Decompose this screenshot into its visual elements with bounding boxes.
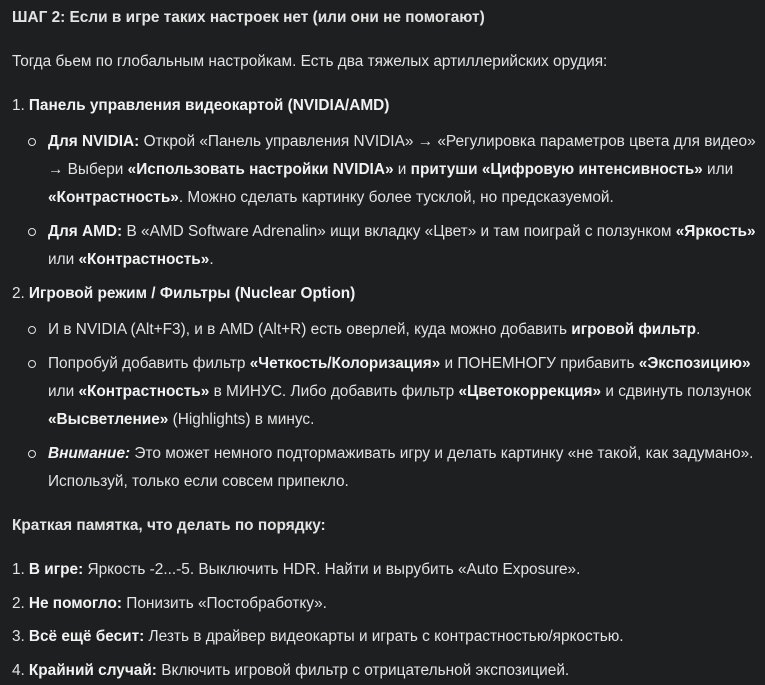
filter-bold-5: «Высветление» bbox=[48, 411, 169, 428]
list-item-warning bbox=[28, 440, 757, 496]
section-1-number: 1. bbox=[12, 97, 25, 114]
nvidia-bold-1: «Использовать настройки NVIDIA» bbox=[127, 161, 394, 178]
section-2-list bbox=[28, 316, 757, 496]
summary-item-label: Всё ещё бесит: bbox=[28, 628, 145, 645]
amd-bold-1: «Яркость» bbox=[675, 223, 756, 240]
summary-item-label: В игре: bbox=[28, 561, 84, 578]
section-2-heading bbox=[12, 280, 355, 308]
summary-item-text: Понизить «Постобработку». bbox=[122, 595, 327, 612]
list-item-nvidia bbox=[28, 128, 757, 212]
nvidia-text-2: и bbox=[393, 161, 411, 178]
section-1-title: Панель управления видеокартой (NVIDIA/AMD) bbox=[28, 97, 390, 114]
summary-item-number: 3. bbox=[12, 628, 25, 645]
filter-text-6: (Highlights) в минус. bbox=[168, 411, 315, 428]
overlay-text-1: И в NVIDIA (Alt+F3), и в AMD (Alt+R) есть оверлей, куда можно добавить bbox=[48, 321, 572, 338]
amd-text-2: или bbox=[48, 251, 79, 268]
section-2-title: Игровой режим / Фильтры (Nuclear Option) bbox=[28, 285, 356, 302]
list-item-amd bbox=[28, 218, 757, 274]
amd-text-3: . bbox=[209, 251, 214, 268]
filter-bold-1: «Четкость/Колоризация» bbox=[249, 355, 441, 372]
filter-text-5: и сдвинуть ползунок bbox=[601, 383, 752, 400]
filter-text-2: и ПОНЕМНОГУ прибавить bbox=[440, 355, 639, 372]
summary-heading: Краткая памятка, что делать по порядку: bbox=[12, 517, 326, 534]
filter-bold-2: «Экспозицию» bbox=[638, 355, 751, 372]
summary-item bbox=[12, 556, 580, 584]
summary-item-number: 2. bbox=[12, 595, 25, 612]
nvidia-bold-3: «Контрастность» bbox=[48, 189, 179, 206]
summary-item-text: Яркость -2...-5. Выключить HDR. Найти и вырубить «Auto Exposure». bbox=[83, 561, 581, 578]
section-2-number: 2. bbox=[12, 285, 25, 302]
summary-item-number: 1. bbox=[12, 561, 25, 578]
summary-item bbox=[12, 657, 569, 685]
summary-item bbox=[12, 590, 327, 618]
amd-bold-2: «Контрастность» bbox=[78, 251, 210, 268]
summary-item bbox=[12, 623, 624, 651]
nvidia-bold-2: притуши «Цифровую интенсивность» bbox=[410, 161, 703, 178]
intro-paragraph: Тогда бьем по глобальным настройкам. Есть два тяжелых артиллерийских орудия: bbox=[12, 53, 608, 70]
summary-item-label: Не помогло: bbox=[28, 595, 122, 612]
step-heading: ШАГ 2: Если в игре таких настроек нет (или они не помогают) bbox=[12, 9, 485, 26]
summary-item-number: 4. bbox=[12, 662, 25, 679]
summary-item-text: Включить игровой фильтр с отрицательной экспозицией. bbox=[156, 662, 570, 679]
overlay-bold-1: игровой фильтр bbox=[571, 321, 697, 338]
section-1-heading bbox=[12, 92, 389, 120]
nvidia-label: Для NVIDIA: bbox=[48, 133, 140, 150]
filter-text-3: или bbox=[48, 383, 79, 400]
list-item-overlay bbox=[28, 316, 757, 344]
filter-bold-4: «Цветокоррекция» bbox=[458, 383, 602, 400]
warning-text: Это может немного подтормаживать игру и делать картинку «не такой, как задумано». Используй, только если совсем припекло. bbox=[48, 445, 754, 490]
section-1-list bbox=[28, 128, 757, 274]
summary-item-label: Крайний случай: bbox=[28, 662, 157, 679]
filter-bold-3: «Контрастность» bbox=[78, 383, 210, 400]
nvidia-text-1: Открой «Панель управления NVIDIA» → «Регулировка параметров цвета для видео» → Выбери bbox=[48, 133, 756, 178]
overlay-text-2: . bbox=[696, 321, 701, 338]
summary-item-text: Лезть в драйвер видеокарты и играть с контрастностью/яркостью. bbox=[144, 628, 624, 645]
nvidia-text-3: или bbox=[702, 161, 734, 178]
amd-text-1: В «AMD Software Adrenalin» ищи вкладку «Цвет» и там поиграй с ползунком bbox=[122, 223, 676, 240]
filter-text-4: в МИНУС. Либо добавить фильтр bbox=[209, 383, 459, 400]
amd-label: Для AMD: bbox=[48, 223, 123, 240]
warning-label: Внимание: bbox=[48, 445, 131, 462]
nvidia-text-4: . Можно сделать картинку более тусклой, но предсказуемой. bbox=[178, 189, 614, 206]
filter-text-1: Попробуй добавить фильтр bbox=[48, 355, 250, 372]
list-item-filter bbox=[28, 350, 757, 434]
